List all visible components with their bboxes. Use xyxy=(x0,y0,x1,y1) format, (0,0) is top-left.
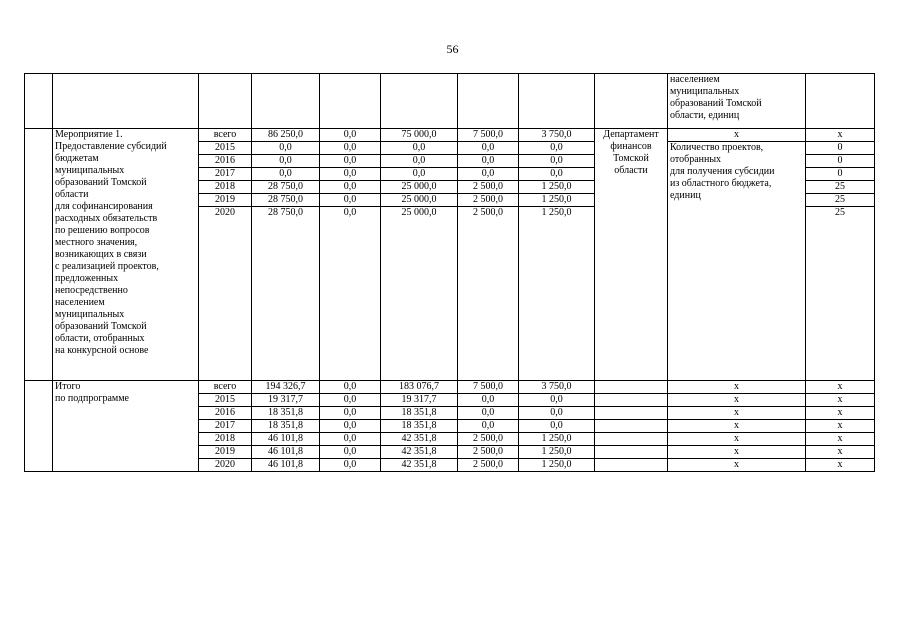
cell-value: 25 xyxy=(806,181,875,194)
cell-other: 1 250,0 xyxy=(519,446,595,459)
cell-total: 0,0 xyxy=(252,168,320,181)
measure-name-line: местного значения, xyxy=(55,237,138,248)
cell-regional: 25 000,0 xyxy=(381,181,458,194)
cell-total: 0,0 xyxy=(252,142,320,155)
cell-federal: 0,0 xyxy=(320,181,381,194)
cell-indicator: x xyxy=(668,459,806,472)
cell-local: 2 500,0 xyxy=(458,194,519,207)
cell-number xyxy=(25,381,53,472)
cell-executor xyxy=(595,394,668,407)
cell-indicator: x xyxy=(668,394,806,407)
cell-federal: 0,0 xyxy=(320,129,381,142)
cell-local: 2 500,0 xyxy=(458,207,519,381)
cell-value: 25 xyxy=(806,194,875,207)
indicator-line: муниципальных xyxy=(670,86,740,97)
cell-federal: 0,0 xyxy=(320,381,381,394)
executor-line: финансов xyxy=(610,141,652,152)
cell-other: 3 750,0 xyxy=(519,381,595,394)
cell-local: 2 500,0 xyxy=(458,459,519,472)
cell-regional: 0,0 xyxy=(381,142,458,155)
cell-value: 25 xyxy=(806,207,875,381)
cell-year: 2019 xyxy=(199,446,252,459)
cell-federal: 0,0 xyxy=(320,446,381,459)
cell-federal: 0,0 xyxy=(320,433,381,446)
measure-name-line: бюджетам xyxy=(55,153,99,164)
cell-regional: 75 000,0 xyxy=(381,129,458,142)
continuation-row xyxy=(25,74,875,129)
cell-year xyxy=(199,74,252,129)
cell-total: 28 750,0 xyxy=(252,194,320,207)
indicator-head: x xyxy=(668,129,806,142)
measure-name-line: для софинансирования xyxy=(55,201,153,212)
cell-federal: 0,0 xyxy=(320,407,381,420)
total-section xyxy=(25,381,875,472)
measure-name-line: образований Томской xyxy=(55,321,147,332)
measure-name-line: муниципальных xyxy=(55,309,125,320)
cell-executor xyxy=(595,420,668,433)
cell-name xyxy=(53,74,199,129)
cell-year: 2017 xyxy=(199,420,252,433)
cell-number xyxy=(25,74,53,129)
indicator-line: для получения субсидии xyxy=(670,166,775,177)
cell-local: 0,0 xyxy=(458,155,519,168)
cell-year: 2017 xyxy=(199,168,252,181)
measure-name-line: предложенных xyxy=(55,273,119,284)
cell-other: 0,0 xyxy=(519,142,595,155)
cell-other: 1 250,0 xyxy=(519,433,595,446)
measure-name-line: Мероприятие 1. xyxy=(55,129,123,140)
cell-total: 86 250,0 xyxy=(252,129,320,142)
cell-federal: 0,0 xyxy=(320,420,381,433)
cell-other xyxy=(519,74,595,129)
total-name-line: по подпрограмме xyxy=(55,393,129,404)
cell-regional: 0,0 xyxy=(381,168,458,181)
measure-name-line: области xyxy=(55,189,89,200)
cell-regional: 0,0 xyxy=(381,155,458,168)
executor-line: Департамент xyxy=(603,129,659,140)
cell-other: 1 250,0 xyxy=(519,207,595,381)
cell-total: 194 326,7 xyxy=(252,381,320,394)
cell-value: x xyxy=(806,407,875,420)
cell-regional: 25 000,0 xyxy=(381,194,458,207)
cell-indicator: x xyxy=(668,446,806,459)
cell-value: x xyxy=(806,433,875,446)
cell-total: 18 351,8 xyxy=(252,420,320,433)
measure-name-line: образований Томской xyxy=(55,177,147,188)
cell-value: x xyxy=(806,459,875,472)
measure-name-line: населением xyxy=(55,297,105,308)
indicator-line: населением xyxy=(670,74,720,85)
cell-indicator: x xyxy=(668,407,806,420)
cell-federal: 0,0 xyxy=(320,394,381,407)
cell-year: 2020 xyxy=(199,459,252,472)
measure-name-line: по решению вопросов xyxy=(55,225,150,236)
cell-other: 1 250,0 xyxy=(519,181,595,194)
table-row xyxy=(25,381,875,394)
measure-name-line: муниципальных xyxy=(55,165,125,176)
cell-year: 2016 xyxy=(199,155,252,168)
cell-total: 46 101,8 xyxy=(252,446,320,459)
cell-year: всего xyxy=(199,129,252,142)
cell-executor xyxy=(595,433,668,446)
cell-other: 0,0 xyxy=(519,407,595,420)
cell-federal: 0,0 xyxy=(320,142,381,155)
indicator-line: из областного бюджета, xyxy=(670,178,772,189)
measure-name-line: области, отобранных xyxy=(55,333,145,344)
cell-total: 0,0 xyxy=(252,155,320,168)
cell-total: 28 750,0 xyxy=(252,181,320,194)
cell-value: x xyxy=(806,446,875,459)
indicator-line: области, единиц xyxy=(670,110,740,121)
executor-line: области xyxy=(614,165,648,176)
cell-federal: 0,0 xyxy=(320,155,381,168)
cell-total xyxy=(252,74,320,129)
measure-name-line: с реализацией проектов, xyxy=(55,261,159,272)
cell-local: 7 500,0 xyxy=(458,381,519,394)
indicator-line: Количество проектов, xyxy=(670,142,764,153)
cell-total: 18 351,8 xyxy=(252,407,320,420)
cell-number xyxy=(25,129,53,381)
executor-cell xyxy=(595,129,668,381)
cell-local xyxy=(458,74,519,129)
cell-other: 1 250,0 xyxy=(519,194,595,207)
measure-name-line: непосредственно xyxy=(55,285,128,296)
measure-name-line: на конкурсной основе xyxy=(55,345,149,356)
cell-executor xyxy=(595,381,668,394)
cell-value: x xyxy=(806,394,875,407)
cell-executor xyxy=(595,407,668,420)
cell-regional xyxy=(381,74,458,129)
cell-value xyxy=(806,74,875,129)
measure-name-line: возникающих в связи xyxy=(55,249,147,260)
cell-regional: 42 351,8 xyxy=(381,459,458,472)
cell-indicator: x xyxy=(668,420,806,433)
cell-value: x xyxy=(806,381,875,394)
cell-regional: 183 076,7 xyxy=(381,381,458,394)
cell-total: 28 750,0 xyxy=(252,207,320,381)
indicator-line: единиц xyxy=(670,190,701,201)
cell-year: 2018 xyxy=(199,181,252,194)
cell-year: 2019 xyxy=(199,194,252,207)
cell-executor xyxy=(595,459,668,472)
budget-table xyxy=(24,73,875,472)
cell-indicator: x xyxy=(668,433,806,446)
cell-federal: 0,0 xyxy=(320,194,381,207)
total-name xyxy=(53,381,199,472)
cell-local: 0,0 xyxy=(458,168,519,181)
page-number: 56 xyxy=(446,42,459,56)
cell-other: 0,0 xyxy=(519,420,595,433)
cell-local: 2 500,0 xyxy=(458,181,519,194)
cell-regional: 42 351,8 xyxy=(381,446,458,459)
indicator-line: образований Томской xyxy=(670,98,762,109)
cell-executor xyxy=(595,446,668,459)
cell-value: x xyxy=(806,420,875,433)
cell-local: 0,0 xyxy=(458,142,519,155)
indicator-cell xyxy=(668,142,806,381)
cell-local: 2 500,0 xyxy=(458,433,519,446)
cell-total: 46 101,8 xyxy=(252,433,320,446)
indicator-line: отобранных xyxy=(670,154,722,165)
cell-other: 1 250,0 xyxy=(519,459,595,472)
executor-line: Томской xyxy=(613,153,649,164)
cell-value: 0 xyxy=(806,168,875,181)
measure-name-line: расходных обязательств xyxy=(55,213,158,224)
cell-local: 2 500,0 xyxy=(458,446,519,459)
cell-executor xyxy=(595,74,668,129)
measure-section xyxy=(25,129,875,381)
cell-local: 0,0 xyxy=(458,420,519,433)
cell-other: 0,0 xyxy=(519,168,595,181)
cell-regional: 42 351,8 xyxy=(381,433,458,446)
cell-regional: 25 000,0 xyxy=(381,207,458,381)
measure-name xyxy=(53,129,199,381)
cell-indicator: x xyxy=(668,381,806,394)
cell-year: 2020 xyxy=(199,207,252,381)
cell-value: x xyxy=(806,129,875,142)
cell-other: 0,0 xyxy=(519,394,595,407)
cell-local: 0,0 xyxy=(458,407,519,420)
total-name-line: Итого xyxy=(55,381,81,392)
cell-other: 0,0 xyxy=(519,155,595,168)
cell-total: 19 317,7 xyxy=(252,394,320,407)
cell-federal xyxy=(320,74,381,129)
cell-regional: 18 351,8 xyxy=(381,407,458,420)
cell-regional: 19 317,7 xyxy=(381,394,458,407)
table-row xyxy=(25,129,875,142)
cell-year: 2015 xyxy=(199,142,252,155)
cell-year: 2015 xyxy=(199,394,252,407)
cell-federal: 0,0 xyxy=(320,168,381,181)
continuation-indicator xyxy=(668,74,806,129)
measure-name-line: Предоставление субсидий xyxy=(55,141,167,152)
cell-total: 46 101,8 xyxy=(252,459,320,472)
cell-local: 0,0 xyxy=(458,394,519,407)
cell-value: 0 xyxy=(806,142,875,155)
cell-year: 2018 xyxy=(199,433,252,446)
cell-federal: 0,0 xyxy=(320,207,381,381)
cell-regional: 18 351,8 xyxy=(381,420,458,433)
cell-value: 0 xyxy=(806,155,875,168)
cell-year: 2016 xyxy=(199,407,252,420)
cell-local: 7 500,0 xyxy=(458,129,519,142)
cell-federal: 0,0 xyxy=(320,459,381,472)
cell-other: 3 750,0 xyxy=(519,129,595,142)
cell-year: всего xyxy=(199,381,252,394)
